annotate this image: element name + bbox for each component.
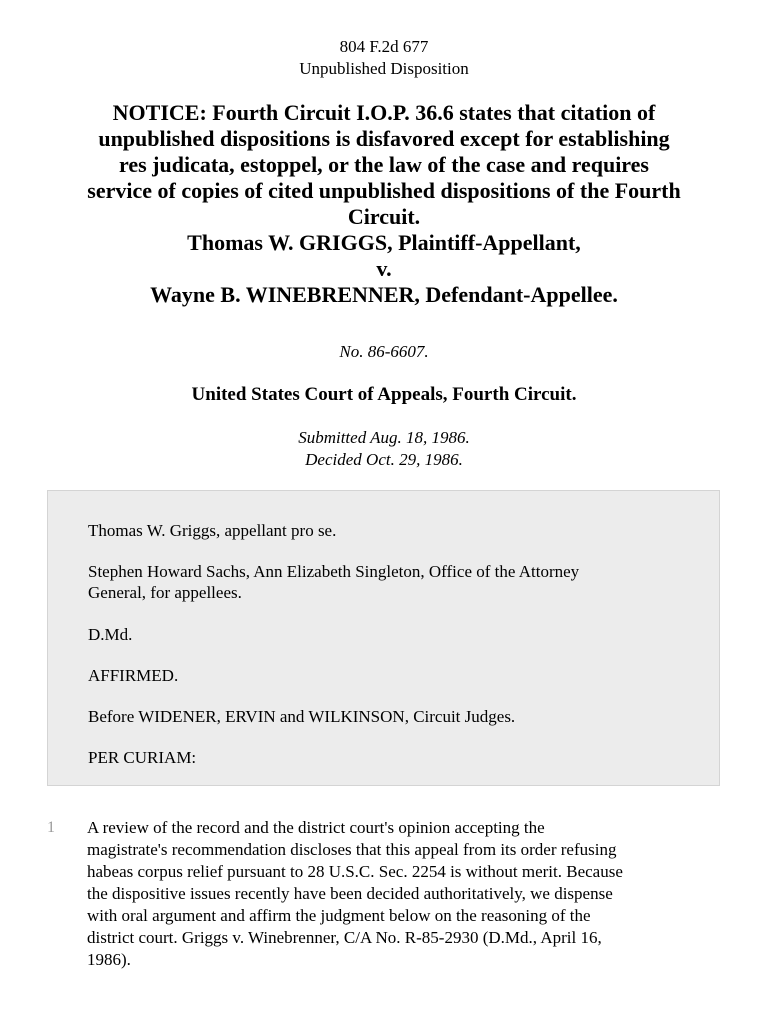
notice-line: service of copies of cited unpublished dispositions of the Fourth xyxy=(87,178,681,203)
paragraph-line: magistrate's recommendation discloses that this appeal from its order refusing xyxy=(87,840,617,859)
notice-line: unpublished dispositions is disfavored except for establishing xyxy=(98,126,670,151)
per-curiam-label: PER CURIAM: xyxy=(88,748,197,767)
reporter-citation: 804 F.2d 677 xyxy=(339,37,429,56)
decided-date: Decided Oct. 29, 1986. xyxy=(305,450,463,469)
notice-line: NOTICE: Fourth Circuit I.O.P. 36.6 states that citation of xyxy=(112,100,656,125)
counsel-panel xyxy=(47,490,720,786)
citation-header xyxy=(0,36,768,80)
paragraph-text xyxy=(87,817,715,971)
paragraph-line: the dispositive issues recently have been decided authoritatively, we dispense xyxy=(87,884,613,903)
notice-line: res judicata, estoppel, or the law of the case and requires xyxy=(118,152,649,177)
court-name: United States Court of Appeals, Fourth Circuit. xyxy=(191,384,577,405)
disposition-label: Unpublished Disposition xyxy=(299,59,469,78)
paragraph-line: with oral argument and affirm the judgment below on the reasoning of the xyxy=(87,906,591,925)
disposition-result: AFFIRMED. xyxy=(88,666,179,685)
docket-number: No. 86-6607. xyxy=(339,342,429,361)
district-court: D.Md. xyxy=(88,625,133,644)
versus-label: v. xyxy=(376,256,392,281)
plaintiff-party: Thomas W. GRIGGS, Plaintiff-Appellant, xyxy=(187,230,581,255)
defendant-party: Wayne B. WINEBRENNER, Defendant-Appellee. xyxy=(150,282,618,307)
submitted-date: Submitted Aug. 18, 1986. xyxy=(298,428,470,447)
case-caption xyxy=(40,100,728,308)
appellee-counsel-line: Stephen Howard Sachs, Ann Elizabeth Singleton, Office of the Attorney xyxy=(88,562,580,581)
paragraph-line: A review of the record and the district court's opinion accepting the xyxy=(87,818,545,837)
notice-line: Circuit. xyxy=(347,204,421,229)
appellant-counsel: Thomas W. Griggs, appellant pro se. xyxy=(88,521,337,540)
paragraph-line: 1986). xyxy=(87,950,131,969)
paragraph-line: district court. Griggs v. Winebrenner, C/A No. R-85-2930 (D.Md., April 16, xyxy=(87,928,602,947)
paragraph-line: habeas corpus relief pursuant to 28 U.S.C. Sec. 2254 is without merit. Because xyxy=(87,862,623,881)
judicial-panel: Before WIDENER, ERVIN and WILKINSON, Circuit Judges. xyxy=(88,707,516,726)
case-dates xyxy=(0,427,768,471)
appellee-counsel-line: General, for appellees. xyxy=(88,583,242,602)
paragraph-number: 1 xyxy=(47,819,55,836)
